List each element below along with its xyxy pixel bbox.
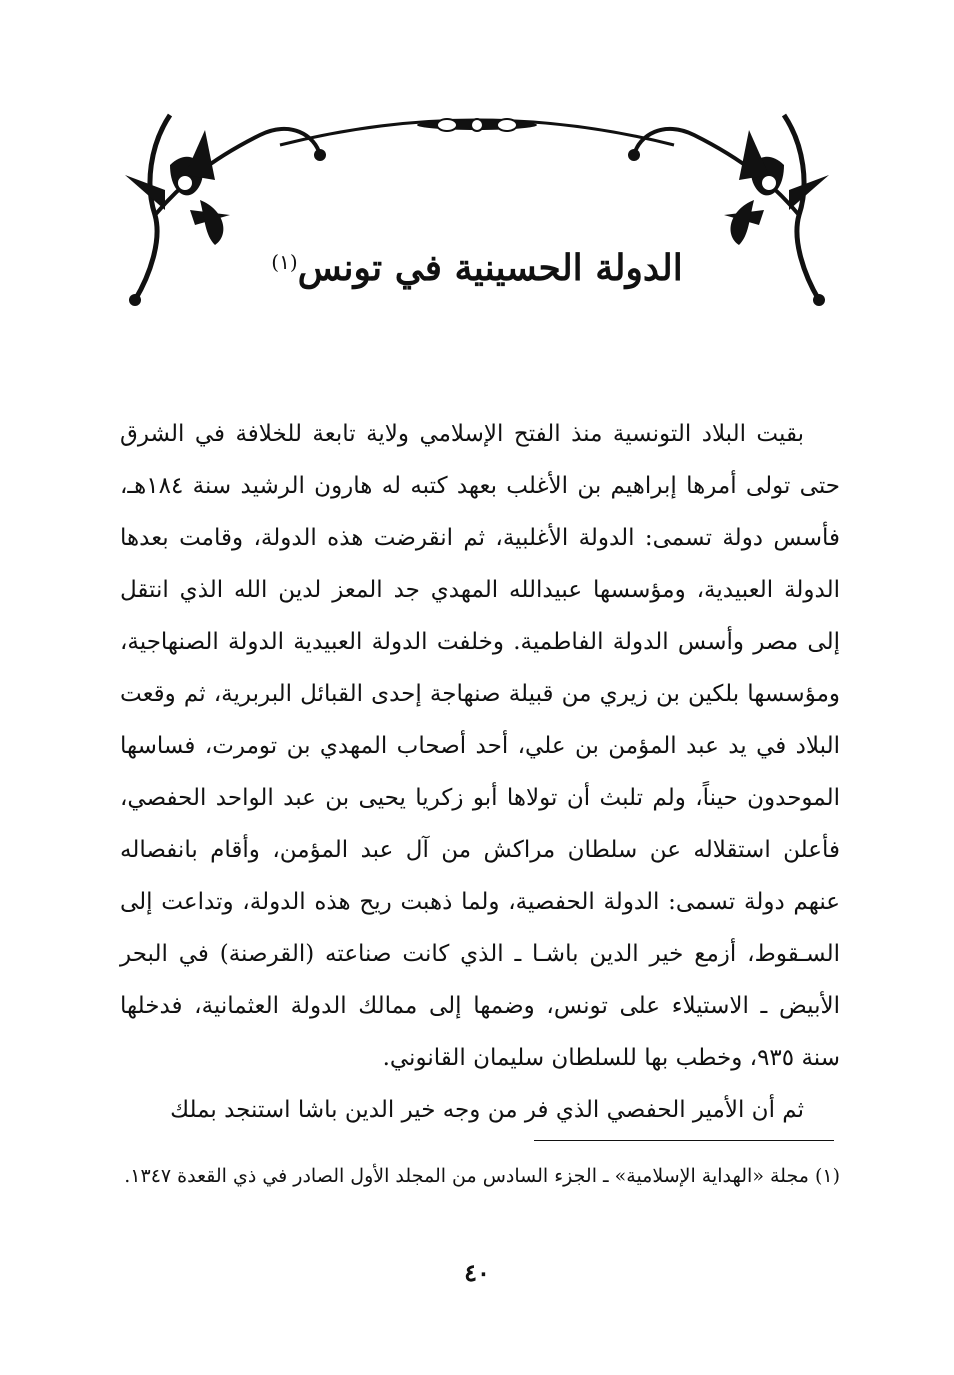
footnote-separator	[534, 1140, 834, 1141]
title-footnote-marker: (١)	[271, 250, 298, 274]
page-title	[0, 238, 954, 298]
body-text	[120, 408, 840, 1136]
page-number: ٤٠	[464, 1258, 490, 1287]
page-title-text: الدولة الحسينية في تونس	[297, 247, 683, 289]
footnote	[120, 1155, 840, 1197]
paragraph: ثم أن الأمير الحفصي الذي فر من وجه خير الدين باشا استنجد بملك	[170, 1097, 804, 1123]
paragraph: بقيت البلاد التونسية منذ الفتح الإسلامي ولاية تابعة للخلافة في الشرق حتى تولى أمرها إبراهيم بن الأغلب بعهد كتبه له هارون الرشيد سنة ١٨٤هـ، فأسس دولة تسمى: الدولة الأغلبية، ثم انقرضت هذه الدولة، وقامت بعدها الدولة العبيدية، ومؤسسها عبيدالله المهدي جد المعز لدين الله الذي انتقل إلى مصر وأسس الدولة الفاطمية. وخلفت الدولة العبيدية الدولة الصنهاجية، ومؤسسها بلكين بن زيري من قبيلة صنهاجة إحدى القبائل البربرية، ثم وقعت البلاد في يد عبد المؤمن بن علي، أحد أصحاب المهدي بن تومرت، فساسها الموحدون حيناً، ولم تلبث أن تولاها أبو زكريا يحيى بن عبد الواحد الحفصي، فأعلن استقلاله عن سلطان مراكش من آل عبد المؤمن، وأقام بانفصاله عنهم دولة تسمى: الدولة الحفصية، ولما ذهبت ريح هذه الدولة، وتداعت إلى السـقوط، أزمع خير الدين باشـا ـ الذي كانت صناعته (القرصنة) في البحر الأبيض ـ الاستيلاء على تونس، وضمها إلى ممالك الدولة العثمانية، فدخلها سنة ٩٣٥، وخطب بها للسلطان سليمان القانوني.	[120, 421, 840, 1071]
footnote-text: (١) مجلة «الهداية الإسلامية» ـ الجزء السادس من المجلد الأول الصادر في ذي القعدة ١٣٤٧.	[124, 1165, 840, 1187]
